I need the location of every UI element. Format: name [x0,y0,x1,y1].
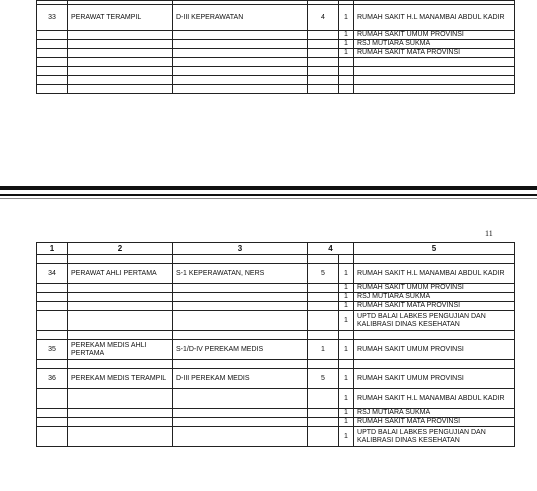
unit-cell: RUMAH SAKIT H.L MANAMBAI ABDUL KADIR [354,5,515,31]
table-row [37,49,515,58]
table-row [37,311,515,331]
table-row [37,427,515,447]
unit-cell: RUMAH SAKIT H.L MANAMBAI ABDUL KADIR [354,389,515,409]
unit-cell: RUMAH SAKIT UMUM PROVINSI [354,31,515,40]
table-row [37,418,515,427]
table-row [37,293,515,302]
table-row [37,302,515,311]
sub-count-cell: 1 [339,311,354,331]
sub-count-cell: 1 [339,293,354,302]
column-header: 5 [354,243,515,255]
row-number: 34 [37,264,68,284]
page-divider [0,194,537,196]
kualifikasi-cell: D-III PEREKAM MEDIS [173,369,308,389]
row-number: 36 [37,369,68,389]
jumlah-cell: 5 [308,264,339,284]
table-row [37,85,515,94]
sub-count-cell: 1 [339,418,354,427]
page-number: 11 [485,229,493,238]
jabatan-cell: PERAWAT AHLI PERTAMA [68,264,173,284]
table-row [37,67,515,76]
page-divider [0,198,537,199]
unit-cell: RUMAH SAKIT MATA PROVINSI [354,49,515,58]
sub-count-cell: 1 [339,49,354,58]
header-row [37,243,515,255]
table-row [37,284,515,293]
table-row [37,360,515,369]
table-row [37,264,515,284]
upper-table [36,0,515,94]
sub-count-cell: 1 [339,284,354,293]
sub-count-cell: 1 [339,409,354,418]
table-row [37,389,515,409]
unit-cell: RUMAH SAKIT MATA PROVINSI [354,418,515,427]
table-row [37,331,515,340]
lower-table [36,242,515,447]
unit-cell: RUMAH SAKIT UMUM PROVINSI [354,369,515,389]
unit-cell: RUMAH SAKIT UMUM PROVINSI [354,340,515,360]
table-row [37,409,515,418]
kualifikasi-cell: S-1 KEPERAWATAN, NERS [173,264,308,284]
unit-cell: RUMAH SAKIT MATA PROVINSI [354,302,515,311]
table-row [37,5,515,31]
table-row [37,340,515,360]
column-header: 2 [68,243,173,255]
page-divider [0,186,537,190]
unit-cell: RSJ MUTIARA SUKMA [354,409,515,418]
sub-count-cell: 1 [339,340,354,360]
unit-cell: RSJ MUTIARA SUKMA [354,293,515,302]
table-row [37,255,515,264]
sub-count-cell: 1 [339,427,354,447]
jumlah-cell: 5 [308,369,339,389]
column-header: 1 [37,243,68,255]
jabatan-cell: PEREKAM MEDIS TERAMPIL [68,369,173,389]
table-row [37,40,515,49]
jabatan-cell: PERAWAT TERAMPIL [68,5,173,31]
unit-cell: RUMAH SAKIT UMUM PROVINSI [354,284,515,293]
jumlah-cell: 4 [308,5,339,31]
kualifikasi-cell: D-III KEPERAWATAN [173,5,308,31]
kualifikasi-cell: S-1/D-IV PEREKAM MEDIS [173,340,308,360]
table-row [37,76,515,85]
table-row [37,58,515,67]
unit-cell: RSJ MUTIARA SUKMA [354,40,515,49]
sub-count-cell: 1 [339,264,354,284]
unit-cell: UPTD BALAI LABKES PENGUJIAN DAN KALIBRASI DINAS KESEHATAN [354,311,515,331]
table-row [37,31,515,40]
jabatan-cell: PEREKAM MEDIS AHLI PERTAMA [68,340,173,360]
sub-count-cell: 1 [339,369,354,389]
row-number: 35 [37,340,68,360]
jumlah-cell: 1 [308,340,339,360]
column-header: 3 [173,243,308,255]
sub-count-cell: 1 [339,40,354,49]
unit-cell: RUMAH SAKIT H.L MANAMBAI ABDUL KADIR [354,264,515,284]
unit-cell: UPTD BALAI LABKES PENGUJIAN DAN KALIBRASI DINAS KESEHATAN [354,427,515,447]
table-row [37,369,515,389]
sub-count-cell: 1 [339,389,354,409]
sub-count-cell: 1 [339,5,354,31]
sub-count-cell: 1 [339,302,354,311]
column-header: 4 [308,243,354,255]
row-number: 33 [37,5,68,31]
sub-count-cell: 1 [339,31,354,40]
